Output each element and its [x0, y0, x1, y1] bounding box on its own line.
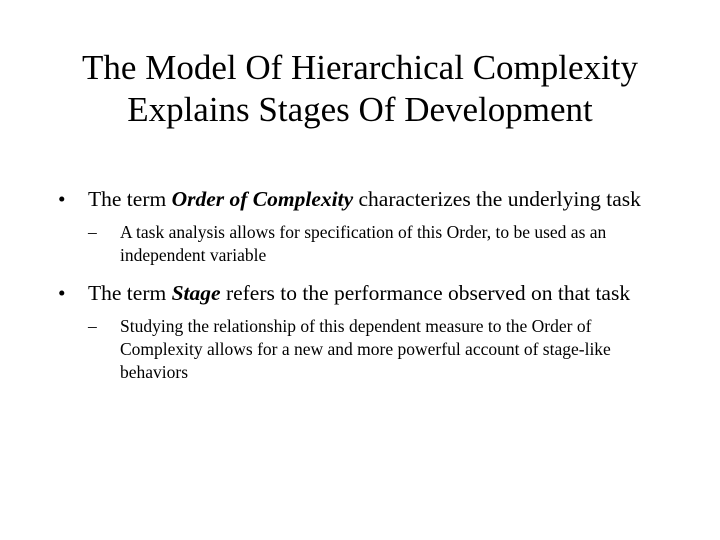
- sub-bullet-marker: –: [88, 316, 97, 336]
- sub-bullet-list: [88, 221, 678, 267]
- bullet-suffix: refers to the performance observed on that task: [220, 281, 631, 305]
- title-line-2: Explains Stages Of Development: [127, 90, 593, 129]
- sub-bullet-task-analysis: [88, 221, 678, 267]
- sub-bullet-text: A task analysis allows for specification of this Order, to be used as an independent variable: [120, 222, 607, 265]
- sub-bullet-list: [88, 315, 678, 384]
- bullet-prefix: The term: [88, 281, 172, 305]
- slide-title: [40, 47, 680, 131]
- bullet-emphasis: Order of Complexity: [171, 187, 354, 211]
- bullet-text: [88, 185, 678, 213]
- bullet-stage: [58, 279, 678, 384]
- title-line-1: The Model Of Hierarchical Complexity: [82, 48, 638, 87]
- bullet-list: [58, 185, 678, 384]
- bullet-prefix: The term: [88, 187, 172, 211]
- sub-bullet-marker: –: [88, 222, 97, 242]
- bullet-emphasis: Stage: [171, 281, 221, 305]
- bullet-marker: •: [58, 187, 66, 211]
- bullet-text: [88, 279, 678, 307]
- bullet-order-of-complexity: [58, 185, 678, 267]
- bullet-suffix: characterizes the underlying task: [353, 187, 641, 211]
- sub-bullet-studying-relationship: [88, 315, 678, 384]
- bullet-marker: •: [58, 281, 66, 305]
- sub-bullet-text: Studying the relationship of this dependent measure to the Order of Complexity allows for a new and more powerful account of stage-like behaviors: [120, 316, 611, 382]
